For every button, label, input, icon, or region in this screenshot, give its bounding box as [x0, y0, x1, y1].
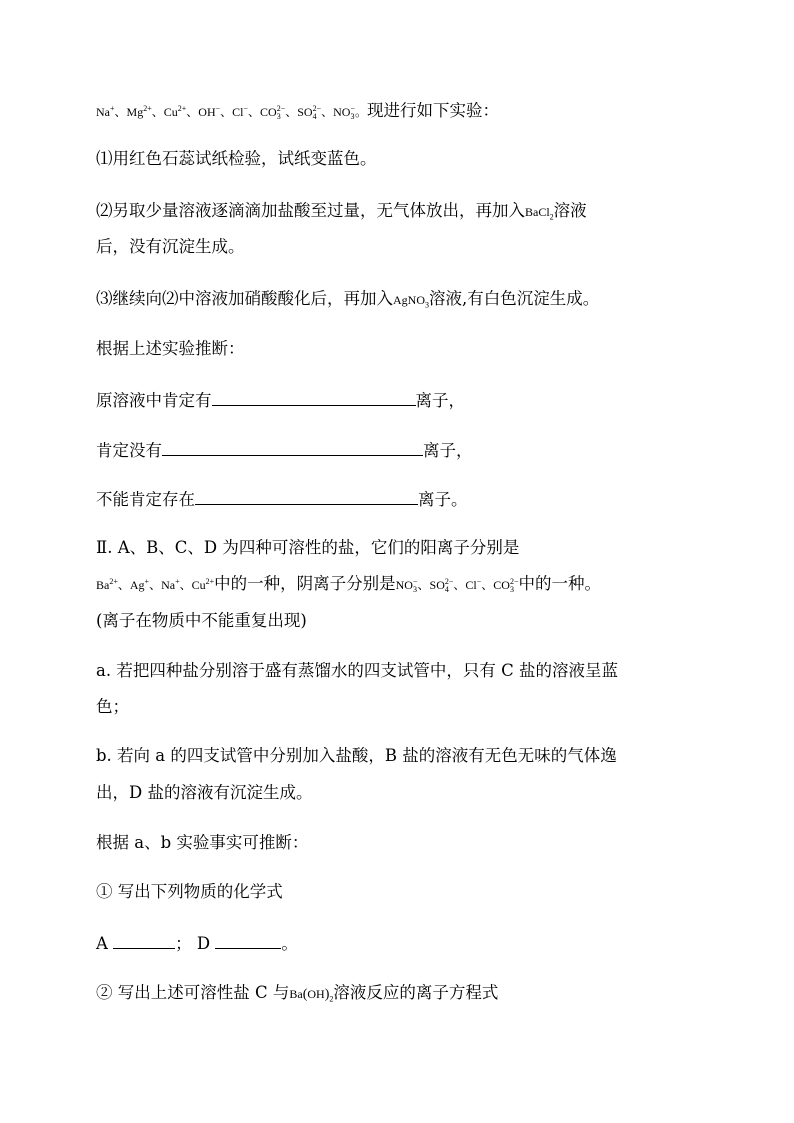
ion: Na+ [96, 104, 115, 119]
heading-text: 根据上述实验推断： [96, 339, 245, 358]
period: 。 [354, 105, 367, 119]
heading-text: 根据 a、b 实验事实可推断： [96, 833, 309, 852]
question-text: ② 写出上述可溶性盐 C 与 [96, 983, 290, 1002]
ion: Cl− [232, 104, 249, 119]
part2-note [96, 611, 307, 631]
condition-a-cont [96, 697, 129, 717]
step-number: ⑴ [96, 149, 113, 168]
intro-text: 现进行如下实验： [366, 101, 499, 120]
paragraph-text: a. 若把四种盐分别溶于盛有蒸馏水的四支试管中，只有 C 盐的溶液呈蓝 [96, 661, 618, 680]
separator: 、 [151, 105, 164, 119]
answer-blank[interactable] [162, 439, 423, 456]
answer-line-formulas [96, 932, 298, 954]
step-2 [96, 201, 587, 222]
answer-blank[interactable] [212, 389, 416, 406]
formula-bacl2: BaCl$_2$ [525, 205, 554, 222]
answer-line-present [96, 389, 465, 411]
separator: 、 [114, 105, 127, 119]
step-number: ⑵ [96, 201, 113, 220]
step-text: 另取少量溶液逐滴滴加盐酸至过量，无气体放出，再加入 [112, 201, 525, 220]
condition-b-cont [96, 783, 312, 803]
ion-list [96, 104, 355, 122]
paragraph-text: b. 若向 a 的四支试管中分别加入盐酸，B 盐的溶液有无色无味的气体逸 [96, 746, 617, 765]
paragraph-text: Ⅱ. A、B、C、D 为四种可溶性的盐，它们的阳离子分别是 [96, 538, 520, 557]
ion: $Cu^{2+}$ [191, 577, 215, 592]
separator: 、 [220, 105, 233, 119]
period: 。 [281, 934, 298, 953]
answer-blank[interactable] [195, 488, 418, 505]
ion: $Mg^{2+}$ [126, 104, 152, 119]
question-text-end: 溶液反应的离子方程式 [333, 983, 499, 1002]
label-d: D [196, 934, 211, 953]
answer-suffix: 离子， [415, 391, 465, 410]
inference-heading-2 [96, 833, 308, 853]
answer-suffix: 离子。 [418, 490, 468, 509]
separator: 、 [285, 105, 298, 119]
step-text: 后，没有沉淀生成。 [96, 237, 245, 256]
separator: 、 [248, 105, 261, 119]
formula-agno3: AgNO$_3$ [393, 293, 429, 310]
question-2 [96, 983, 498, 1005]
separator: 、 [179, 578, 192, 592]
separator: 、 [186, 105, 199, 119]
part2-intro [96, 538, 519, 558]
step-2-cont [96, 237, 245, 257]
cation-list [96, 578, 214, 592]
line-ion-list [96, 101, 499, 122]
separator: 、 [453, 578, 466, 592]
condition-b [96, 746, 617, 766]
ion: SO 2− 4 [429, 577, 454, 595]
answer-blank-d[interactable] [215, 932, 281, 949]
answer-label: 肯定没有 [96, 441, 162, 460]
anion-list [395, 577, 519, 595]
paragraph-text: 出，D 盐的溶液有沉淀生成。 [96, 783, 313, 802]
ion: $Cu^{2+}$ [163, 104, 187, 119]
answer-label: 原溶液中肯定有 [96, 391, 212, 410]
separator: 、 [149, 578, 162, 592]
step-number: ⑶ [96, 289, 113, 308]
answer-line-absent [96, 439, 473, 461]
answer-label: 不能肯定存在 [96, 490, 195, 509]
separator: 、 [321, 105, 334, 119]
ion: CO 2− 3 [260, 104, 286, 122]
step-ref: ⑵ [162, 289, 179, 308]
ion: OH− [198, 104, 221, 119]
ion: Cl− [465, 577, 482, 592]
answer-blank-a[interactable] [113, 932, 175, 949]
step-text-end: 溶液,有白色沉淀生成。 [429, 289, 600, 308]
part2-ions [96, 574, 601, 595]
separator: 、 [481, 578, 494, 592]
inference-heading [96, 339, 245, 359]
paragraph-text: 色； [96, 697, 129, 716]
ion: SO 2− 4 [297, 104, 322, 122]
label-a: A [96, 934, 108, 953]
condition-a [96, 661, 618, 681]
formula-baoh2: $Ba(OH)_2$ [289, 987, 334, 1004]
paragraph-text: 中的一种。 [518, 574, 601, 593]
answer-suffix: 离子， [423, 441, 473, 460]
step-text: 用红色石蕊试纸检验，试纸变蓝色。 [112, 149, 377, 168]
paragraph-text: (离子在物质中不能重复出现) [96, 611, 307, 630]
ion: NO − 3 [333, 104, 355, 122]
answer-line-uncertain [96, 488, 468, 510]
ion: $Ba^{2+}$ [96, 577, 118, 592]
ion: CO 2− 3 [493, 577, 519, 595]
separator: 、 [117, 578, 130, 592]
step-1 [96, 149, 377, 169]
paragraph-text: 中的一种，阴离子分别是 [214, 574, 396, 593]
step-text: 中溶液加硝酸酸化后，再加入 [178, 289, 393, 308]
step-3 [96, 289, 599, 310]
question-text: ① 写出下列物质的化学式 [96, 882, 283, 901]
separator: ； [175, 934, 192, 953]
step-text: 继续向 [112, 289, 162, 308]
ion: Na+ [161, 577, 180, 592]
step-text-end: 溶液 [553, 201, 587, 220]
ion: Ag+ [129, 577, 150, 592]
question-1 [96, 882, 283, 902]
ion: NO − 3 [395, 577, 418, 595]
separator: 、 [417, 578, 430, 592]
